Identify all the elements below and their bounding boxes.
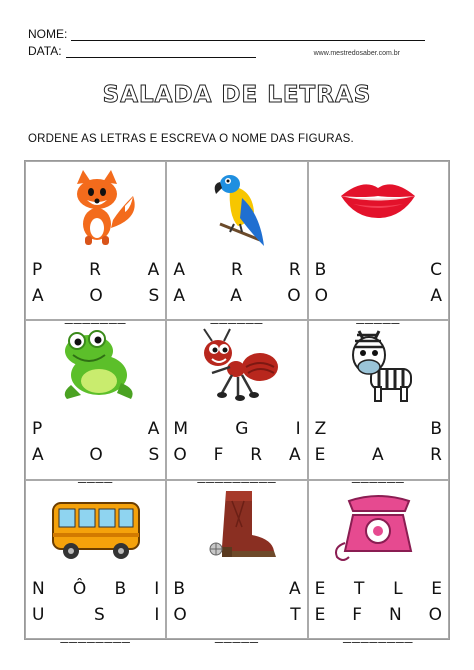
letter-tile: A (147, 419, 160, 440)
letter-tile: S (93, 604, 105, 625)
letter-tile: E (314, 445, 326, 466)
boot-icon (167, 487, 306, 565)
letter-tile: C (430, 260, 442, 280)
letters-row-2 (32, 605, 159, 625)
letters-row-2 (173, 605, 300, 625)
letters-row-2 (173, 445, 300, 465)
name-blank-line (71, 40, 425, 41)
letter-tile: R (430, 445, 442, 466)
letter-tile: N (32, 578, 45, 599)
answer-blank[interactable]: _________ (197, 467, 277, 484)
letters-row-2 (315, 605, 442, 625)
fox-icon (26, 168, 165, 246)
letter-tile: F (213, 445, 224, 466)
puzzle-grid (24, 160, 450, 643)
answer-blank[interactable]: _____ (215, 626, 259, 643)
letter-tile: B (173, 578, 185, 599)
letter-tile: R (89, 260, 101, 280)
letter-tile: S (148, 286, 160, 306)
letter-tile: A (230, 286, 242, 306)
letter-tile: T (290, 604, 301, 625)
letter-tile: B (430, 419, 442, 440)
puzzle-cell (308, 320, 449, 484)
letter-tile: P (32, 419, 43, 440)
date-field[interactable] (28, 44, 256, 58)
puzzle-cell (308, 161, 449, 324)
parrot-icon (167, 168, 306, 246)
letter-tile: A (371, 445, 384, 466)
puzzle-cell (308, 480, 449, 643)
date-blank-line (66, 57, 256, 58)
letter-tile: O (314, 286, 329, 306)
letter-tile: B (114, 578, 127, 599)
letters-row-2 (315, 445, 442, 465)
letters-row-1 (315, 260, 442, 280)
letter-tile: T (354, 578, 365, 599)
puzzle-cell (25, 320, 166, 484)
letter-tile: E (314, 578, 326, 599)
letter-tile: I (295, 419, 301, 440)
letters-row-2 (315, 286, 442, 306)
letter-tile: E (314, 604, 326, 625)
letter-tile: A (32, 286, 44, 306)
answer-blank[interactable]: ____ (78, 467, 114, 484)
puzzle-cell (25, 480, 166, 643)
letters-row-1 (32, 260, 159, 280)
letter-tile: S (148, 445, 160, 466)
letter-tile: N (388, 604, 402, 625)
letter-tile: A (173, 260, 185, 280)
letters-row-1 (32, 579, 159, 599)
letter-tile: I (154, 604, 160, 625)
answer-blank[interactable]: ________ (60, 626, 131, 643)
letters-row-2 (32, 286, 159, 306)
letter-tile: A (147, 260, 160, 280)
telephone-icon (309, 487, 448, 565)
instruction-text: ORDENE AS LETRAS E ESCREVA O NOME DAS FIGURAS. (28, 133, 354, 145)
website-text: www.mestredosaber.com.br (313, 50, 400, 57)
letter-tile: A (289, 578, 301, 599)
letter-tile: Z (314, 419, 327, 440)
letter-tile: U (32, 604, 45, 625)
puzzle-cell (25, 161, 166, 324)
letter-tile: E (431, 578, 442, 599)
letters-row-1 (315, 419, 442, 439)
letter-tile: R (231, 260, 243, 280)
answer-blank[interactable]: ______ (210, 308, 264, 324)
letter-tile: O (89, 286, 103, 306)
name-label: NOME: (28, 27, 68, 41)
puzzle-cell (166, 480, 307, 643)
date-label: DATA: (28, 44, 62, 58)
letters-row-1 (315, 579, 442, 599)
letter-tile: A (430, 286, 442, 306)
answer-blank[interactable]: ________ (343, 626, 414, 643)
letter-tile: A (32, 445, 44, 466)
name-field[interactable] (28, 27, 425, 41)
frog-icon (26, 327, 165, 405)
letter-tile: L (393, 578, 403, 599)
letter-tile: A (288, 445, 301, 466)
letter-tile: O (428, 604, 442, 625)
ant-icon (167, 327, 306, 405)
letter-tile: Ô (72, 578, 87, 599)
answer-blank[interactable]: _____ (356, 308, 401, 324)
letter-tile: O (89, 445, 103, 466)
answer-blank[interactable]: ______ (351, 467, 405, 484)
letters-row-1 (32, 419, 159, 439)
letters-row-1 (173, 419, 300, 439)
puzzle-cell (166, 320, 307, 484)
bus-icon (26, 487, 165, 565)
letter-tile: R (250, 445, 263, 466)
page-title: SALADA DE LETRAS (102, 82, 372, 108)
puzzle-cell (166, 161, 307, 324)
letter-tile: B (314, 260, 327, 280)
letter-tile: P (32, 260, 43, 280)
letter-tile: O (287, 286, 301, 306)
letters-row-1 (173, 579, 300, 599)
letter-tile: M (173, 419, 188, 440)
letter-tile: G (235, 419, 249, 440)
letter-tile: O (173, 445, 187, 466)
answer-blank[interactable]: _______ (64, 308, 127, 324)
letter-tile: A (173, 286, 185, 306)
letters-row-1 (173, 260, 300, 280)
letter-tile: I (154, 578, 160, 599)
letter-tile: R (288, 260, 301, 280)
letters-row-2 (32, 445, 159, 465)
lips-icon (309, 168, 448, 246)
zebra-icon (309, 327, 448, 405)
letters-row-2 (173, 286, 300, 306)
letter-tile: O (173, 604, 187, 625)
letter-tile: F (352, 604, 363, 625)
